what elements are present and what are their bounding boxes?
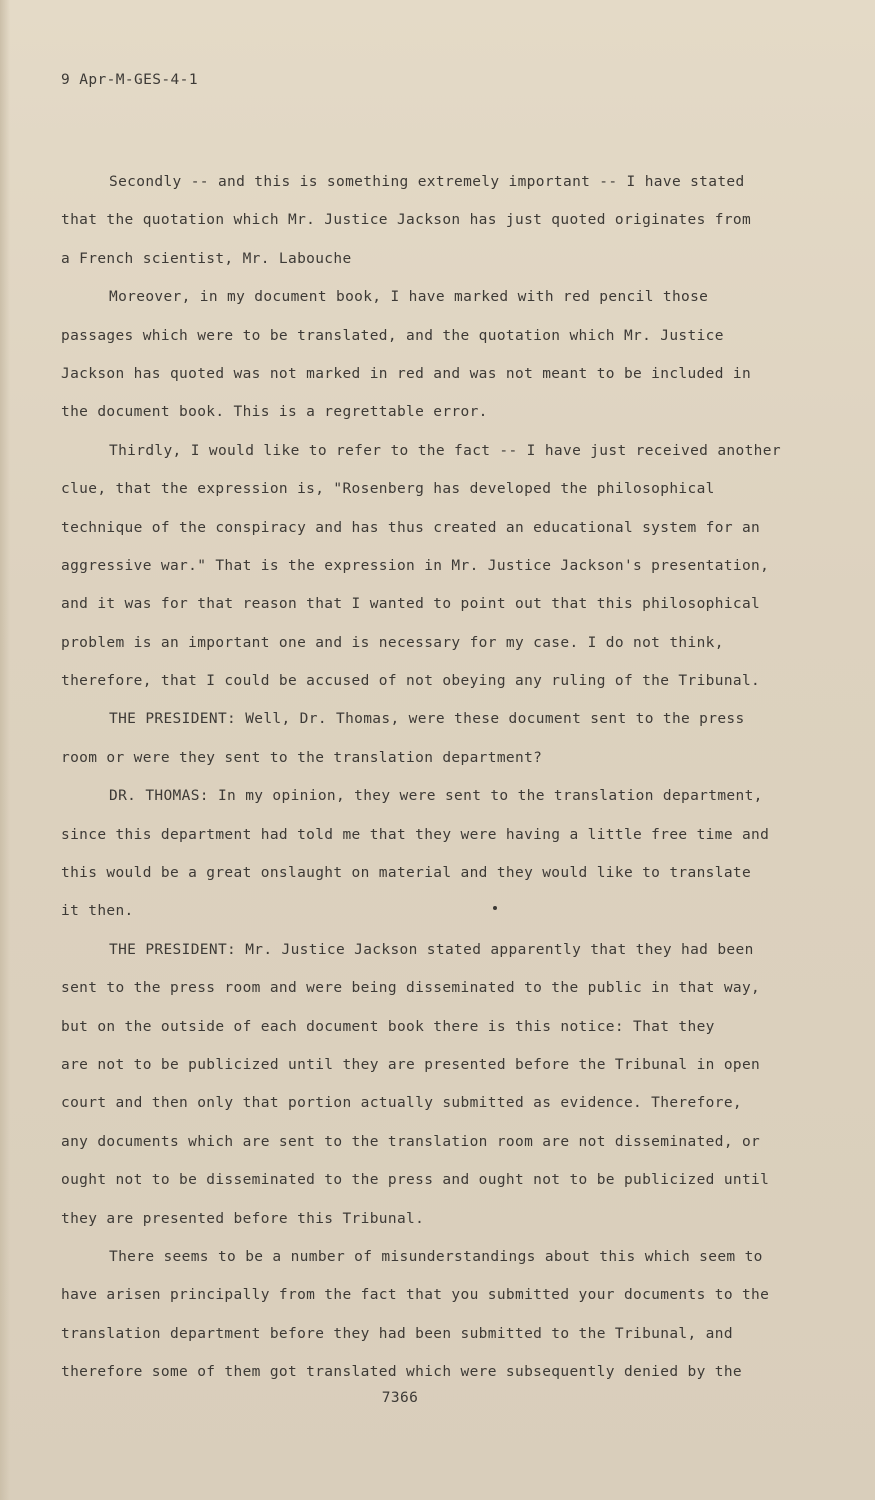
document-reference-header: 9 Apr-M-GES-4-1 — [61, 72, 198, 88]
transcript-line: aggressive war." That is the expression in Mr. Justice Jackson's presentation, — [61, 557, 770, 574]
transcript-line: DR. THOMAS: In my opinion, they were sent to the translation department, — [109, 788, 763, 805]
transcript-line: Secondly -- and this is something extremely important -- I have stated — [109, 174, 745, 190]
transcript-line: any documents which are sent to the translation room are not disseminated, or — [61, 1133, 761, 1150]
stray-mark — [493, 906, 497, 910]
transcript-body — [61, 163, 831, 1392]
transcript-line: but on the outside of each document book there is this notice: That they — [61, 1018, 715, 1035]
transcript-line: THE PRESIDENT: Well, Dr. Thomas, were these document sent to the press — [109, 711, 745, 728]
transcript-line: Thirdly, I would like to refer to the fact -- I have just received another — [109, 442, 781, 459]
transcript-line: sent to the press room and were being disseminated to the public in that way, — [61, 980, 761, 997]
transcript-line: There seems to be a number of misunderstandings about this which seem to — [109, 1248, 763, 1265]
transcript-line: passages which were to be translated, and the quotation which Mr. Justice — [61, 327, 724, 344]
transcript-line: therefore, that I could be accused of not obeying any ruling of the Tribunal. — [61, 673, 761, 690]
transcript-line: Moreover, in my document book, I have marked with red pencil those — [109, 289, 709, 306]
transcript-line: a French scientist, Mr. Labouche — [61, 250, 352, 267]
transcript-line: Jackson has quoted was not marked in red and was not meant to be included in — [61, 365, 752, 382]
transcript-line: have arisen principally from the fact that you submitted your documents to the — [61, 1287, 770, 1304]
transcript-line: ought not to be disseminated to the press and ought not to be publicized until — [61, 1172, 770, 1189]
transcript-line: room or were they sent to the translation department? — [61, 749, 543, 766]
transcript-line: clue, that the expression is, "Rosenberg has developed the philosophical — [61, 481, 715, 498]
transcript-line: therefore some of them got translated which were subsequently denied by the — [61, 1364, 742, 1381]
page-number: 7366 — [381, 1390, 419, 1406]
transcript-line: it then. — [61, 903, 134, 920]
transcript-line: translation department before they had been submitted to the Tribunal, and — [61, 1325, 733, 1342]
transcript-line: the document book. This is a regrettable error. — [61, 404, 488, 421]
transcript-line: that the quotation which Mr. Justice Jackson has just quoted originates from — [61, 212, 752, 229]
transcript-line: problem is an important one and is necessary for my case. I do not think, — [61, 634, 724, 651]
transcript-line: THE PRESIDENT: Mr. Justice Jackson stated apparently that they had been — [109, 941, 754, 958]
transcript-line: court and then only that portion actually submitted as evidence. Therefore, — [61, 1095, 742, 1112]
transcript-line: are not to be publicized until they are presented before the Tribunal in open — [61, 1056, 761, 1073]
transcript-line: they are presented before this Tribunal. — [61, 1210, 425, 1227]
transcript-line: this would be a great onslaught on material and they would like to translate — [61, 865, 752, 882]
transcript-line: technique of the conspiracy and has thus created an educational system for an — [61, 519, 761, 536]
transcript-line: and it was for that reason that I wanted to point out that this philosophical — [61, 596, 761, 613]
transcript-line: since this department had told me that they were having a little free time and — [61, 826, 770, 843]
